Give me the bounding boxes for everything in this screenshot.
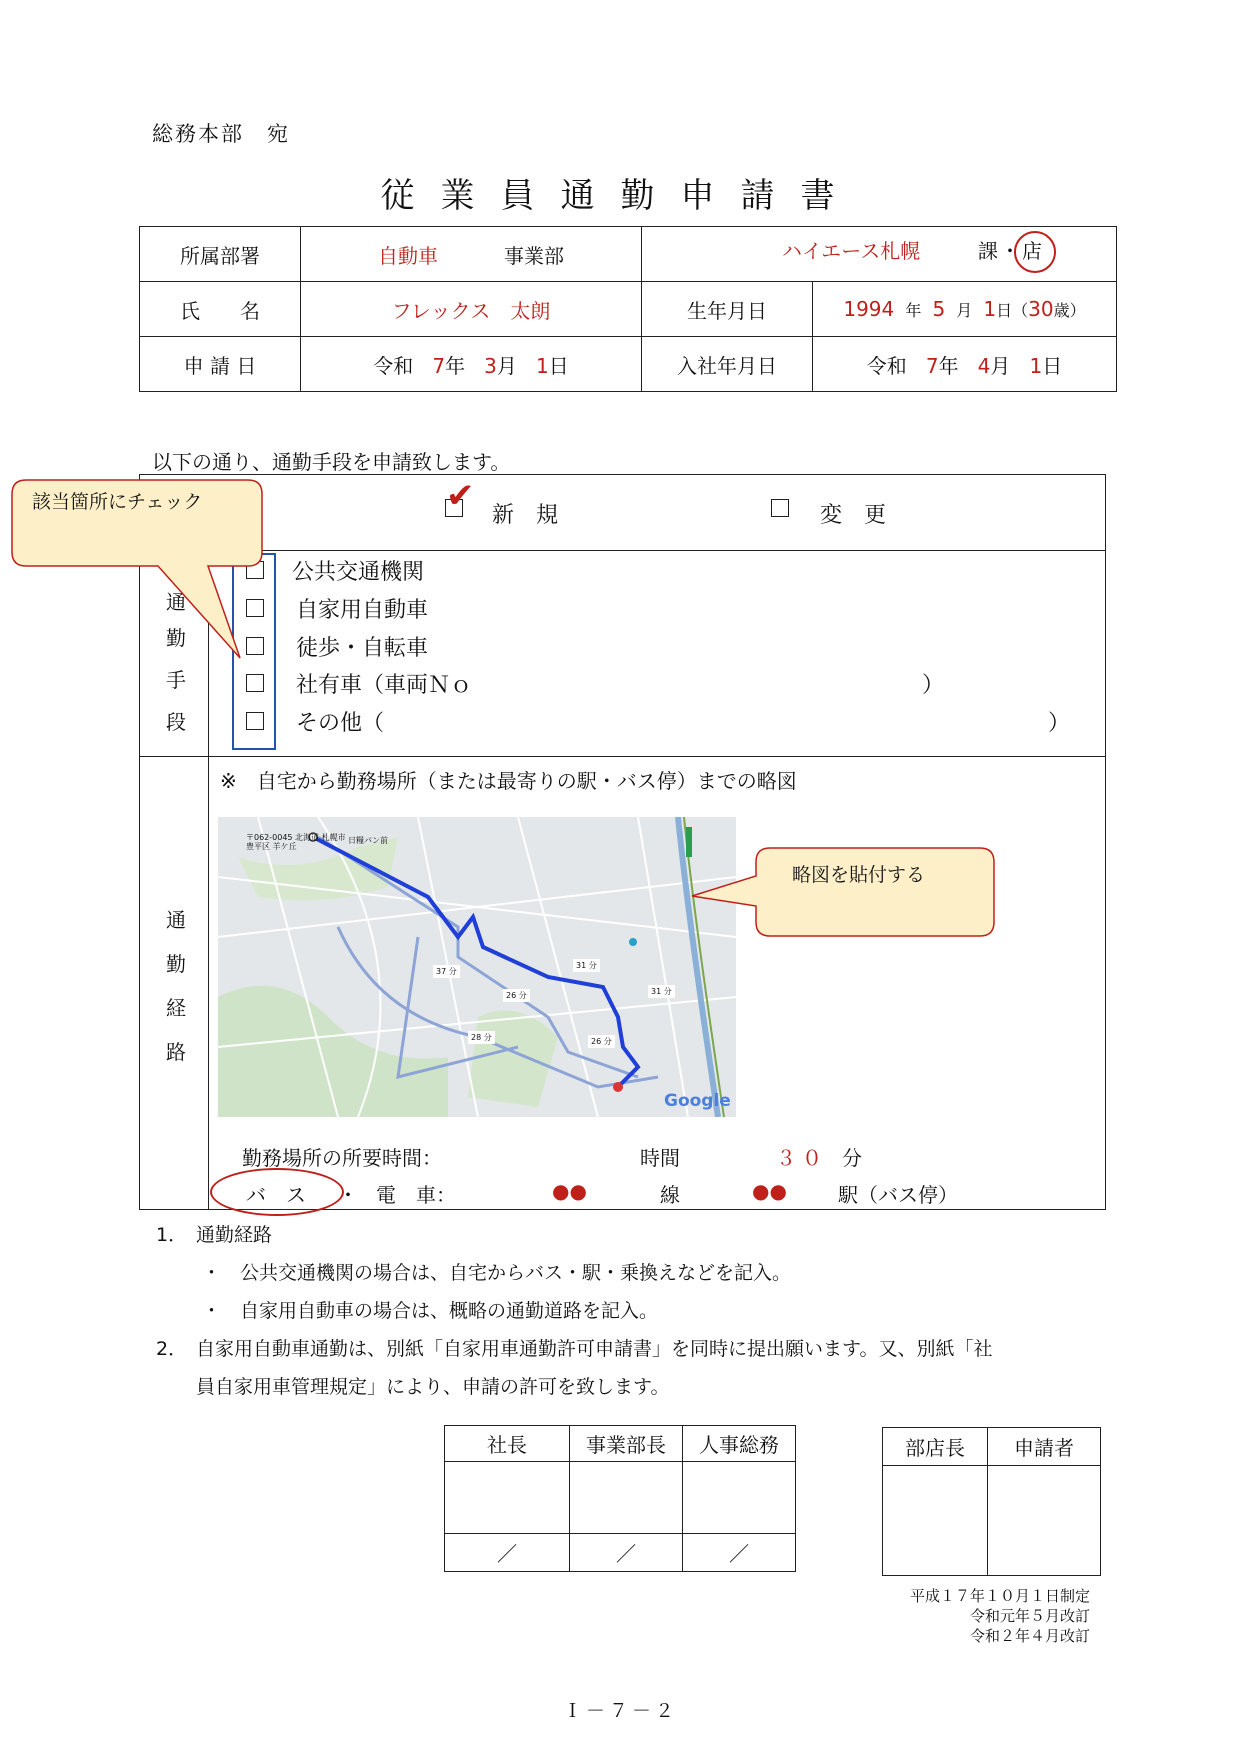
join-era: 令和 — [866, 353, 907, 378]
birth-day-unit: 日（ — [996, 301, 1029, 320]
circle-mark-ten — [1014, 231, 1056, 273]
approval-table — [444, 1425, 796, 1572]
join-day: 1 — [1029, 353, 1043, 378]
map-duration: 31 分 — [648, 985, 675, 998]
approval-header: 社長 — [445, 1426, 570, 1462]
type-new-label: 新 規 — [492, 503, 559, 528]
revision-line: 令和２年４月改訂 — [969, 1627, 1090, 1645]
birth-month-unit: 月 — [956, 301, 973, 320]
route-label-char: 勤 — [166, 952, 186, 976]
google-logo: Google — [664, 1091, 731, 1111]
branch-suffix-ten: 店 — [1022, 239, 1042, 263]
signer-header: 部店長 — [883, 1428, 988, 1466]
change-checkbox[interactable] — [771, 497, 789, 517]
branch-value: ハイエース札幌 — [782, 239, 921, 263]
note-2-line-1: 自家用自動車通勤は、別紙「自家用車通勤許可申請書」を同時に提出願います。又、別紙「社 — [196, 1338, 993, 1360]
approval-stamp-box[interactable] — [570, 1462, 683, 1534]
route-label-char: 通 — [166, 908, 186, 932]
checkbox-icon — [771, 499, 789, 517]
station-label: 駅（バス停） — [838, 1183, 958, 1207]
route-note: ※ 自宅から勤務場所（または最寄りの駅・バス停）までの略図 — [220, 769, 797, 793]
apply-era: 令和 — [373, 353, 414, 378]
join-label: 入社年月日 — [642, 337, 813, 392]
apply-day: 1 — [535, 353, 549, 378]
note-2-line-2: 員自家用車管理規定」により、申請の許可を致します。 — [196, 1376, 670, 1398]
name-value: フレックス 太朗 — [301, 282, 642, 337]
name-label: 氏 名 — [140, 282, 301, 337]
approval-date: ／ — [445, 1534, 570, 1572]
transit-sep: ・ — [338, 1183, 358, 1207]
line-label: 線 — [660, 1183, 680, 1207]
note-bullet-1: ・ 公共交通機関の場合は、自宅からバス・駅・乗換えなどを記入。 — [202, 1262, 792, 1284]
means-close-paren: ） — [1048, 711, 1071, 736]
revision-line: 平成１７年１０月１日制定 — [909, 1587, 1090, 1605]
map-duration: 37 分 — [433, 965, 460, 978]
apply-day-unit: 日 — [548, 353, 569, 378]
signer-stamp-box[interactable] — [988, 1466, 1101, 1576]
map-duration: 31 分 — [573, 959, 600, 972]
means-close-paren: ） — [922, 673, 945, 698]
map-duration: 28 分 — [468, 1031, 495, 1044]
commute-minutes: ３０ — [776, 1146, 828, 1170]
signer-stamp-box[interactable] — [883, 1466, 988, 1576]
note-bullet-2: ・ 自家用自動車の場合は、概略の通勤道路を記入。 — [202, 1300, 659, 1322]
transit-train: 電 車： — [376, 1183, 456, 1207]
transit-bus: バ ス — [246, 1183, 306, 1207]
means-option-public: 公共交通機関 — [292, 560, 425, 585]
approval-stamp-box[interactable] — [445, 1462, 570, 1534]
divider — [139, 756, 1105, 757]
join-value — [813, 337, 1117, 392]
circle-mark-bus — [210, 1168, 344, 1216]
means-label-char: 勤 — [166, 626, 186, 650]
signer-header: 申請者 — [988, 1428, 1101, 1466]
approval-date: ／ — [683, 1534, 796, 1572]
apply-month-unit: 月 — [496, 353, 517, 378]
birth-year: 1994 — [843, 297, 895, 321]
note-1-number: 1． — [156, 1224, 188, 1246]
addressee: 総務本部 宛 — [152, 122, 290, 146]
callout-map-text: 略図を貼付する — [792, 864, 926, 886]
map-graphic — [218, 817, 736, 1117]
page-number: Ｉ－７－２ — [562, 1700, 678, 1722]
join-year-unit: 年 — [938, 353, 959, 378]
map-destination: 日糧パン前 — [348, 836, 388, 845]
means-option-other: その他（ — [296, 711, 385, 736]
station-name: ●● — [752, 1179, 787, 1203]
dept-suffix: 事業部 — [504, 243, 564, 268]
route-label-char: 経 — [166, 996, 186, 1020]
dept-value: 自動車 — [378, 243, 438, 268]
apply-value — [301, 337, 642, 392]
apply-year: 7 — [432, 353, 446, 378]
intro-text: 以下の通り、通勤手段を申請致します。 — [152, 450, 511, 474]
means-checkbox-other[interactable] — [246, 710, 264, 730]
revision-line: 令和元年５月改訂 — [969, 1607, 1090, 1625]
branch-cell — [642, 227, 1117, 282]
divider — [139, 550, 1105, 551]
means-option-car: 自家用自動車 — [296, 598, 429, 623]
page-title: 従業員通勤申請書 — [380, 176, 861, 216]
approval-stamp-box[interactable] — [683, 1462, 796, 1534]
commute-time-label: 勤務場所の所要時間： — [242, 1146, 442, 1170]
birth-age: 30 — [1028, 297, 1054, 321]
callout-check-text: 該当箇所にチェック — [32, 491, 203, 513]
dept-cell — [301, 227, 642, 282]
approval-header: 事業部長 — [570, 1426, 683, 1462]
note-2-number: 2． — [156, 1338, 188, 1360]
means-checkbox-company-car[interactable] — [246, 672, 264, 692]
approval-date: ／ — [570, 1534, 683, 1572]
line-name: ●● — [552, 1179, 587, 1203]
checkbox-icon — [246, 712, 264, 730]
birth-label: 生年月日 — [642, 282, 813, 337]
means-label-char: 手 — [166, 668, 186, 692]
route-map — [218, 817, 736, 1117]
apply-label: 申 請 日 — [140, 337, 301, 392]
birth-day: 1 — [983, 297, 997, 321]
birth-age-unit: 歳） — [1053, 301, 1086, 320]
apply-month: 3 — [484, 353, 497, 378]
map-duration: 26 分 — [588, 1035, 615, 1048]
birth-month: 5 — [932, 297, 946, 321]
route-label-char: 路 — [166, 1040, 186, 1064]
means-option-company-car: 社有車（車両Ｎｏ — [296, 673, 473, 698]
commute-minutes-unit: 分 — [842, 1146, 862, 1170]
birth-year-unit: 年 — [905, 301, 922, 320]
apply-year-unit: 年 — [445, 353, 466, 378]
commute-hours-label: 時間 — [640, 1146, 680, 1170]
map-address: 〒062-0045 北海道 札幌市豊平区 羊ケ丘 — [246, 833, 346, 851]
checkmark-icon: ✔ — [446, 476, 475, 516]
note-1: 通勤経路 — [196, 1224, 273, 1246]
branch-suffix-ka: 課 — [978, 239, 998, 263]
join-month-unit: 月 — [990, 353, 1011, 378]
means-label-char: 通 — [166, 590, 186, 614]
join-day-unit: 日 — [1042, 353, 1063, 378]
means-label-char: 段 — [166, 710, 186, 734]
map-duration: 26 分 — [503, 989, 530, 1002]
approval-header: 人事総務 — [683, 1426, 796, 1462]
signer-table — [882, 1427, 1101, 1576]
branch-sep: ・ — [1000, 239, 1020, 263]
type-change-label: 変 更 — [820, 503, 887, 528]
join-year: 7 — [925, 353, 939, 378]
checkbox-icon — [246, 674, 264, 692]
join-month: 4 — [977, 353, 991, 378]
birth-value — [813, 282, 1117, 337]
dept-label: 所属部署 — [140, 227, 301, 282]
header-table — [139, 226, 1117, 392]
means-option-walk: 徒歩・自転車 — [296, 636, 429, 661]
revision-history — [780, 1586, 1090, 1646]
